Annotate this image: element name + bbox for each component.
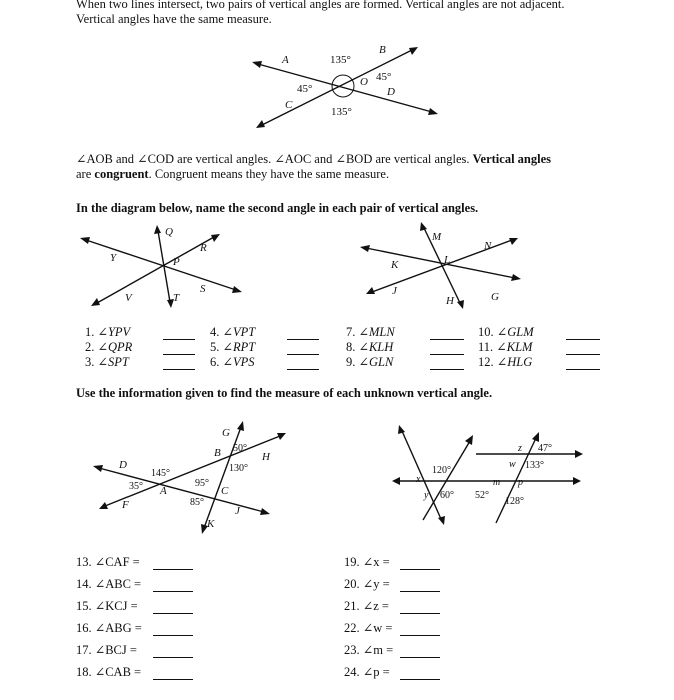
fig4-angle-35: 35°	[129, 481, 143, 492]
question-number: 4.	[210, 325, 220, 339]
question-number: 10.	[478, 325, 494, 339]
fig5-label-z: z	[518, 443, 522, 454]
question-angle: ∠KLM	[496, 340, 533, 354]
fig3-label-l: L	[444, 254, 451, 266]
answer-blank[interactable]	[400, 579, 440, 597]
fig4-label-d: D	[119, 459, 127, 471]
explain-text-a: ∠AOB and ∠COD are vertical angles. ∠AOC and ∠BOD are vertical angles.	[76, 152, 473, 166]
fig4-angle-130: 130°	[229, 463, 248, 474]
fig1-angle-right: 45°	[376, 71, 392, 83]
intro-line-1: When two lines intersect, two pairs of vertical angles are formed. Vertical angles are not adjacent.	[76, 0, 565, 11]
fig4-label-j: J	[235, 505, 240, 517]
fig2-label-v: V	[125, 292, 132, 304]
section2-heading: Use the information given to find the measure of each unknown vertical angle.	[76, 386, 493, 400]
fig4-label-c: C	[221, 485, 229, 497]
fig2-label-t: T	[173, 292, 180, 304]
question-angle: ∠MLN	[358, 325, 395, 339]
answer-blank[interactable]	[153, 601, 193, 619]
question-number: 3.	[85, 355, 95, 369]
fig5-angle-120: 120°	[432, 465, 451, 476]
fig5-label-y: y	[424, 490, 429, 501]
answer-blank[interactable]	[153, 623, 193, 641]
fig1-label-b: B	[379, 44, 386, 56]
list-item	[76, 664, 141, 680]
fig2-label-r: R	[200, 242, 207, 254]
question-text: 22. ∠w =	[344, 621, 393, 635]
question-number: 12.	[478, 355, 494, 369]
fig1-label-c: C	[285, 99, 293, 111]
fig5-label-m: m	[493, 477, 501, 488]
question-text: 21. ∠z =	[344, 599, 389, 613]
fig1-angle-bottom: 135°	[331, 106, 352, 118]
question-angle: ∠QPR	[97, 340, 133, 354]
fig2-label-s: S	[200, 283, 206, 295]
explain-text-c: . Congruent means they have the same measure.	[148, 167, 390, 181]
fig4-label-k: K	[207, 518, 215, 530]
question-text: 23. ∠m =	[344, 643, 394, 657]
fig5-angle-60: 60°	[440, 490, 454, 501]
fig5-angle-128: 128°	[505, 496, 524, 507]
question-angle: ∠GLM	[496, 325, 534, 339]
fig4-angle-145: 145°	[151, 468, 170, 479]
fig5-label-w: w	[509, 459, 516, 470]
fig4-label-h: H	[262, 451, 270, 463]
list-item	[76, 554, 140, 570]
fig2-label-q: Q	[165, 226, 173, 238]
question-number: 11.	[478, 340, 494, 354]
question-angle: ∠KLH	[358, 340, 394, 354]
fig1-angle-left: 45°	[297, 83, 313, 95]
fig4-angle-95: 95°	[195, 478, 209, 489]
fig3-label-k: K	[391, 259, 399, 271]
fig4-label-f: F	[122, 499, 129, 511]
question-text: 13. ∠CAF =	[76, 555, 140, 569]
question-text: 15. ∠KCJ =	[76, 599, 138, 613]
answer-blank[interactable]	[153, 645, 193, 663]
fig3-label-g: G	[491, 291, 499, 303]
list-item	[76, 642, 137, 658]
fig4-angle-50: 50°	[233, 443, 247, 454]
fig3-label-n: N	[484, 240, 492, 252]
fig2-label-y: Y	[110, 252, 117, 264]
explain-text-b: are	[76, 167, 95, 181]
list-item	[344, 664, 390, 680]
fig4-angle-85: 85°	[190, 497, 204, 508]
fig5-label-x: x	[416, 474, 421, 485]
question-number: 8.	[346, 340, 356, 354]
answer-blank[interactable]	[400, 557, 440, 575]
fig3-label-h: H	[446, 295, 454, 307]
list-item	[344, 642, 393, 658]
question-number: 5.	[210, 340, 220, 354]
fig1-label-a: A	[282, 54, 289, 66]
question-angle: ∠SPT	[97, 355, 129, 369]
question-number: 6.	[210, 355, 220, 369]
intro-line-2: Vertical angles have the same measure.	[76, 12, 272, 26]
fig1-angle-top: 135°	[330, 54, 351, 66]
section1-heading: In the diagram below, name the second angle in each pair of vertical angles.	[76, 201, 479, 215]
fig1-label-d: D	[387, 86, 395, 98]
explain-bold-a: Vertical angles	[472, 152, 552, 166]
question-angle: ∠RPT	[222, 340, 256, 354]
list-item	[76, 576, 141, 592]
fig4-label-a: A	[160, 485, 167, 497]
fig1-label-o: O	[360, 76, 368, 88]
question-text: 16. ∠ABG =	[76, 621, 142, 635]
fig4-label-g: G	[222, 427, 230, 439]
question-text: 18. ∠CAB =	[76, 665, 142, 679]
question-number: 2.	[85, 340, 95, 354]
question-angle: ∠YPV	[97, 325, 131, 339]
question-text: 20. ∠y =	[344, 577, 390, 591]
question-number: 9.	[346, 355, 356, 369]
fig5-angle-133: 133°	[525, 460, 544, 471]
list-item	[344, 598, 389, 614]
answer-blank[interactable]	[400, 601, 440, 619]
question-angle: ∠HLG	[496, 355, 533, 369]
fig3-label-j: J	[392, 285, 397, 297]
fig4-label-b: B	[214, 447, 221, 459]
question-text: 24. ∠p =	[344, 665, 390, 679]
question-text: 14. ∠ABC =	[76, 577, 142, 591]
list-item	[344, 620, 392, 636]
answer-blank[interactable]	[400, 645, 440, 663]
list-item	[76, 620, 142, 636]
list-item	[344, 576, 390, 592]
question-number: 7.	[346, 325, 356, 339]
fig3-label-m: M	[432, 231, 442, 243]
fig5-angle-52: 52°	[475, 490, 489, 501]
list-item	[344, 554, 390, 570]
answer-blank[interactable]	[153, 667, 193, 685]
fig2-label-p: P	[173, 256, 180, 268]
question-angle: ∠GLN	[358, 355, 394, 369]
question-text: 17. ∠BCJ =	[76, 643, 137, 657]
answer-blank[interactable]	[400, 667, 440, 685]
list-item	[76, 598, 138, 614]
question-number: 1.	[85, 325, 95, 339]
answer-blank[interactable]	[153, 557, 193, 575]
fig5-label-p: p	[518, 477, 523, 488]
question-angle: ∠VPT	[222, 325, 256, 339]
question-text: 19. ∠x =	[344, 555, 390, 569]
answer-blank[interactable]	[153, 579, 193, 597]
answer-blank[interactable]	[400, 623, 440, 641]
explain-bold-b: congruent	[94, 167, 149, 181]
fig5-angle-47: 47°	[538, 443, 552, 454]
question-angle: ∠VPS	[222, 355, 255, 369]
